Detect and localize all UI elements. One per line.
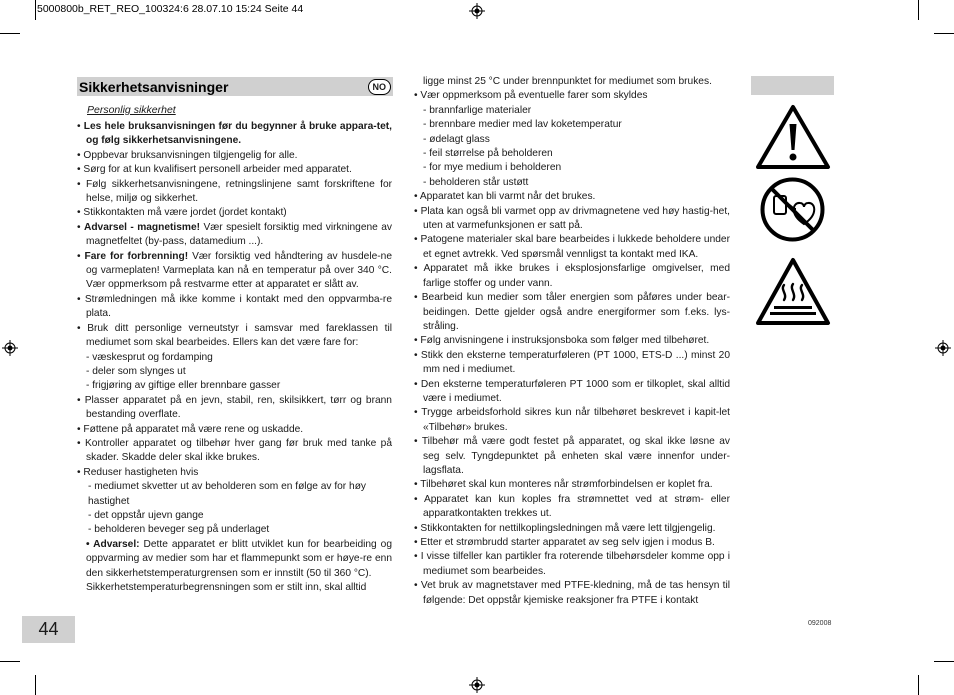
list-item-text: Trygge arbeidsforhold sikres kun når tilbehøret beskrevet i kapit-let «Tilbehør» brukes. — [421, 407, 731, 433]
text-column-right — [414, 75, 730, 608]
list-item — [414, 104, 730, 118]
list-item-text: I visse tilfeller kan partikler fra roterende tilbehørsdeler komme opp i mediumet som bearbeides. — [420, 551, 730, 577]
list-item-text: Den eksterne temperaturføleren PT 1000 som er tilkoplet, skal alltid være i mediumet. — [420, 378, 730, 404]
list-item — [414, 378, 730, 407]
list-item — [414, 406, 730, 435]
hot-surface-icon — [755, 257, 831, 327]
list-item — [77, 322, 392, 351]
list-item-text: ligge minst 25 °C under brennpunktet for mediumet som brukes. — [423, 76, 712, 87]
list-item — [414, 147, 730, 161]
list-item-emphasis: Fare for forbrenning! — [84, 250, 189, 262]
list-item-text: Følg anvisningene i instruksjonsboka som følger med tilbehøret. — [420, 335, 710, 347]
list-item — [77, 523, 392, 537]
list-item — [77, 538, 392, 581]
bullet-icon: • — [414, 234, 421, 246]
crop-mark — [35, 0, 36, 20]
bullet-icon: • — [414, 522, 421, 534]
list-item — [414, 536, 730, 550]
list-item-text: - væskesprut og fordamping — [86, 351, 213, 363]
language-badge: NO — [368, 79, 392, 95]
list-item-text: Stikk den eksterne temperaturføleren (PT 1000, ETS-D ...) minst 20 mm ned i mediumet. — [420, 349, 730, 376]
list-item-text: - beholderen beveger seg på underlaget — [88, 524, 270, 536]
list-item — [414, 161, 730, 175]
bullet-icon: • — [77, 121, 84, 132]
list-item — [414, 262, 730, 291]
list-item-text: - brannfarlige materialer — [423, 104, 532, 116]
bullet-icon: • — [414, 335, 421, 347]
list-item — [77, 250, 392, 293]
bullet-icon: • — [77, 250, 85, 262]
list-item — [77, 206, 392, 220]
list-item-text: Dette apparatet er blitt utviklet kun for bearbeiding og oppvarming av medier som har et flammepunkt som er høye-re enn den sikkerhetstemperaturgrensen som er innstilt (50 til 360 °C). — [86, 538, 392, 579]
list-item-text: Tilbehør må være godt festet på apparatet, og skal ikke løsne av seg selv. Tyngdepunktet på enheten skal være innenfor under-lagsflata. — [421, 436, 731, 476]
bullet-icon: • — [77, 322, 88, 334]
list-item-text: Følg sikkerhetsanvisningene, retningslinjene samt forskriftene for helse, miljø og sikkerhet. — [85, 178, 392, 205]
list-item-text: - mediumet skvetter ut av beholderen som en følge av for høy hastighet — [88, 481, 367, 507]
crop-mark — [934, 33, 954, 34]
bullet-icon: • — [414, 378, 421, 390]
bullet-icon: • — [77, 423, 84, 435]
list-item-emphasis: Advarsel - magnetisme! — [83, 221, 201, 233]
bullet-icon: • — [414, 436, 422, 448]
list-item-text: Vær forsiktig ved håndtering av husdele-ne og varmeplaten! Varmeplata kan nå en temperatur på over 340 °C. Vær oppmerksom på restvarme etter at apparatet er slått av. — [86, 250, 392, 291]
list-item-text: Vær spesielt forsiktig med virkningene av magnetfeltet (by-pass, datamedium ...). — [86, 221, 392, 248]
crop-mark — [0, 661, 20, 662]
bullet-icon: • — [414, 580, 421, 592]
list-item — [77, 423, 392, 437]
registration-mark-icon — [935, 340, 951, 356]
list-item-text: Bruk ditt personlige verneutstyr i samsvar med fareklassen til mediumet som skal bearbeides. Ellers kan det være fare for: — [86, 322, 393, 349]
bullet-icon: • — [414, 292, 422, 304]
list-item-text: - brennbare medier med lav koketemperatur — [423, 119, 622, 131]
list-item-text: Kontroller apparatet og tilbehør hver gang før bruk med tanke på skader. Skadde deler skal ikke brukes. — [85, 437, 392, 464]
list-item-text: Stikkontakten for nettilkoplingsledningen må være lett tilgjengelig. — [420, 522, 716, 534]
bullet-icon: • — [77, 164, 84, 176]
list-item — [77, 509, 392, 523]
list-item-text: Plata kan også bli varmet opp av drivmagnetene ved høy hastig-het, uten at varmefunksjonen er satt på. — [420, 205, 730, 232]
list-item-text: Tilbehøret skal kun monteres når strømforbindelsen er koplet fra. — [420, 479, 713, 491]
list-item-text: Sikkerhetstemperaturbegrensningen som er stilt inn, skal alltid — [86, 582, 367, 593]
list-item — [414, 478, 730, 492]
list-item — [77, 221, 392, 250]
list-item — [414, 75, 730, 89]
list-item-text: Reduser hastigheten hvis — [83, 466, 199, 478]
list-item-text: Føttene på apparatet må være rene og uskadde. — [83, 423, 304, 435]
list-item-emphasis: Les hele bruksanvisningen før du begynner å bruke appara-tet, og følg sikkerhetsanvisningene. — [83, 121, 392, 147]
list-item-text: Sørg for at kun kvalifisert personell arbeider med apparatet. — [83, 164, 352, 176]
crop-mark — [918, 0, 919, 20]
list-item-text: Etter et strømbrudd starter apparatet av seg selv igjen i modus B. — [420, 537, 715, 548]
bullet-icon: • — [414, 551, 421, 563]
no-pacemaker-icon — [759, 176, 826, 243]
list-item — [414, 89, 730, 103]
bullet-icon: • — [414, 349, 421, 361]
list-item — [77, 466, 392, 480]
list-item — [414, 118, 730, 132]
subheading: Personlig sikkerhet — [87, 104, 176, 116]
list-item — [414, 435, 730, 478]
warning-triangle-icon — [755, 104, 831, 170]
bullet-icon: • — [414, 191, 420, 203]
crop-mark — [0, 33, 20, 34]
list-item — [414, 550, 730, 579]
list-item — [414, 522, 730, 536]
list-item-text: - for mye medium i beholderen — [423, 162, 562, 174]
crop-mark — [35, 675, 36, 695]
list-item — [77, 394, 392, 423]
list-item-text: Apparatet kan bli varmt når det brukes. — [419, 191, 596, 203]
bullet-icon: • — [77, 437, 85, 449]
list-item — [414, 493, 730, 522]
list-item-text: Stikkontakten må være jordet (jordet kontakt) — [83, 207, 287, 219]
margin-gray-box — [751, 76, 834, 95]
list-item-text: - ødelagt glass — [423, 133, 490, 145]
list-item-text: - frigjøring av giftige eller brennbare gasser — [86, 380, 281, 392]
list-item — [414, 334, 730, 348]
bullet-icon: • — [414, 407, 422, 419]
list-item-emphasis: • Advarsel: — [86, 538, 140, 550]
list-item-text: - feil størrelse på beholderen — [423, 148, 553, 160]
list-item-text: - deler som slynges ut — [86, 365, 186, 377]
page-number: 44 — [22, 616, 75, 643]
list-item — [77, 437, 392, 466]
document-code: 092008 — [808, 620, 832, 627]
bullet-icon: • — [77, 149, 84, 161]
list-item — [77, 480, 392, 509]
bullet-icon: • — [414, 479, 421, 491]
list-item — [77, 351, 392, 365]
list-item — [77, 379, 392, 393]
bullet-icon: • — [77, 293, 85, 305]
text-column-left — [77, 120, 392, 595]
bullet-icon: • — [414, 537, 421, 548]
bullet-icon: • — [414, 493, 424, 505]
crop-mark — [918, 675, 919, 695]
print-header-line: 5000800b_RET_REO_100324:6 28.07.10 15:24 Seite 44 — [37, 3, 304, 15]
list-item-text: Oppbevar bruksanvisningen tilgjengelig for alle. — [83, 149, 298, 161]
list-item-text: Vær oppmerksom på eventuelle farer som skyldes — [420, 90, 648, 102]
list-item — [77, 149, 392, 163]
list-item — [414, 176, 730, 190]
list-item — [414, 133, 730, 147]
list-item-text: - det oppstår ujevn gange — [88, 509, 204, 521]
registration-mark-icon — [2, 340, 18, 356]
list-item-text: Strømledningen må ikke komme i kontakt med den oppvarmba-re plata. — [84, 293, 392, 320]
list-item — [77, 120, 392, 149]
list-item-text: Vet bruk av magnetstaver med PTFE-kledning, må de tas hensyn til følgende: Det oppstår kjemiske reaksjoner fra PTFE i kontakt — [420, 580, 731, 606]
bullet-icon: • — [77, 178, 86, 190]
section-title-bar — [77, 77, 393, 96]
section-title: Sikkerhetsanvisninger — [79, 78, 229, 95]
list-item — [77, 365, 392, 379]
bullet-icon: • — [77, 466, 84, 478]
list-item-text: Bearbeid kun medier som tåler energien som påføres under bear-beidingen. Dette gjelder også andre energiformer som f.eks. lys-stråling. — [421, 292, 730, 332]
bullet-icon: • — [77, 221, 84, 233]
list-item-text: Apparatet kan kun koples fra strømnettet ved at strøm- eller apparatkontakten trekkes ut. — [423, 493, 730, 520]
bullet-icon: • — [77, 207, 84, 219]
crop-mark — [934, 661, 954, 662]
list-item — [414, 233, 730, 262]
list-item-text: Plasser apparatet på en jevn, stabil, ren, skilsikkert, tørr og brann bestanding overflate. — [84, 394, 392, 421]
bullet-icon: • — [414, 90, 421, 102]
list-item-text: Patogene materialer skal bare bearbeides i lukkede beholdere under et egnet avtrekk. Ved spørsmål vennligst ta kontakt med IKA. — [420, 234, 730, 260]
list-item — [414, 291, 730, 334]
list-item — [414, 349, 730, 378]
list-item — [77, 581, 392, 595]
list-item-text: - beholderen står ustøtt — [423, 176, 529, 188]
list-item — [414, 205, 730, 234]
list-item-text: Apparatet må ikke brukes i eksplosjonsfarlige omgivelser, med farlige stoffer og under vann. — [423, 263, 730, 289]
list-item — [414, 579, 730, 608]
list-item — [77, 163, 392, 177]
registration-mark-icon — [469, 677, 485, 693]
registration-mark-icon — [469, 3, 485, 19]
list-item — [414, 190, 730, 204]
bullet-icon: • — [414, 205, 421, 217]
list-item — [77, 293, 392, 322]
bullet-icon: • — [77, 394, 85, 406]
list-item — [77, 178, 392, 207]
bullet-icon: • — [414, 263, 424, 275]
